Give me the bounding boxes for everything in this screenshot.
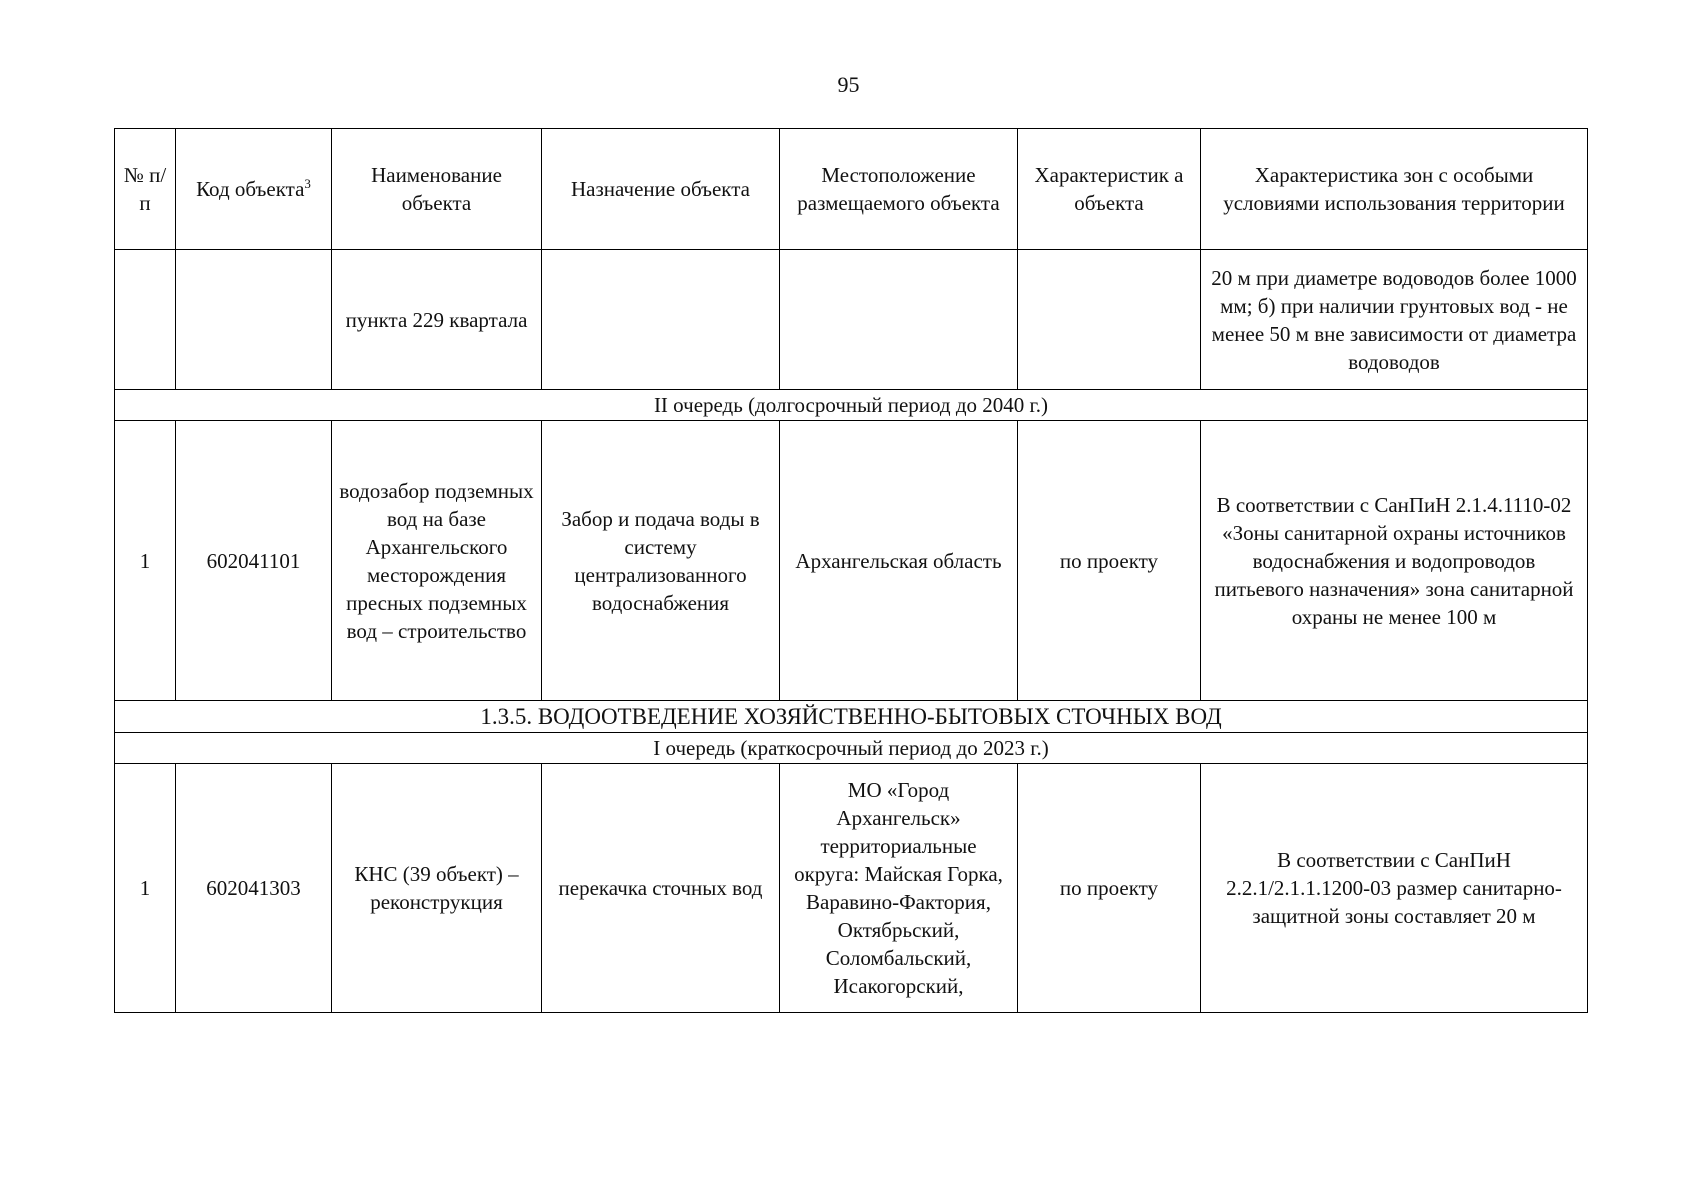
cell-code <box>176 250 332 390</box>
objects-table <box>114 128 1588 1013</box>
cell-zones: В соответствии с СанПиН 2.1.4.1110-02 «Зоны санитарной охраны источников водоснабжения и водопроводов питьевого назначения» зона санитарной охраны не менее 100 м <box>1201 421 1588 701</box>
stage-title-2040: II очередь (долгосрочный период до 2040 г.) <box>115 390 1588 421</box>
cell-purpose: перекачка сточных вод <box>542 764 780 1013</box>
cell-characteristic: по проекту <box>1018 764 1201 1013</box>
header-code-footnote: 3 <box>304 176 311 191</box>
header-name: Наименование объекта <box>332 129 542 250</box>
header-zones: Характеристика зон с особыми условиями использования территории <box>1201 129 1588 250</box>
stage-row-2040 <box>115 390 1588 421</box>
cell-zones: В соответствии с СанПиН 2.2.1/2.1.1.1200-03 размер санитарно-защитной зоны составляет 20 м <box>1201 764 1588 1013</box>
section-title-wastewater: 1.3.5. ВОДООТВЕДЕНИЕ ХОЗЯЙСТВЕННО-БЫТОВЫХ СТОЧНЫХ ВОД <box>115 701 1588 733</box>
header-num: № п/п <box>115 129 176 250</box>
stage-title-2023: I очередь (краткосрочный период до 2023 г.) <box>115 733 1588 764</box>
cell-location: Архангельская область <box>780 421 1018 701</box>
cell-name: пункта 229 квартала <box>332 250 542 390</box>
cell-zones: 20 м при диаметре водоводов более 1000 мм; б) при наличии грунтовых вод - не менее 50 м вне зависимости от диаметра водоводов <box>1201 250 1588 390</box>
cell-num <box>115 250 176 390</box>
cell-purpose: Забор и подача воды в систему централизованного водоснабжения <box>542 421 780 701</box>
header-code-label: Код объекта <box>196 177 305 201</box>
table-row-water-intake <box>115 421 1588 701</box>
cell-num: 1 <box>115 421 176 701</box>
cell-code: 602041101 <box>176 421 332 701</box>
cell-purpose <box>542 250 780 390</box>
section-row-wastewater <box>115 701 1588 733</box>
header-characteristic: Характеристик а объекта <box>1018 129 1201 250</box>
header-purpose: Назначение объекта <box>542 129 780 250</box>
table-header-row <box>115 129 1588 250</box>
cell-name: водозабор подземных вод на базе Архангельского месторождения пресных подземных вод – строительство <box>332 421 542 701</box>
table-row-kns <box>115 764 1588 1013</box>
cell-location <box>780 250 1018 390</box>
stage-row-2023 <box>115 733 1588 764</box>
cell-characteristic: по проекту <box>1018 421 1201 701</box>
cell-num: 1 <box>115 764 176 1013</box>
header-code <box>176 129 332 250</box>
table-row-continuation <box>115 250 1588 390</box>
header-location: Местоположение размещаемого объекта <box>780 129 1018 250</box>
cell-code: 602041303 <box>176 764 332 1013</box>
page-number: 95 <box>837 72 860 97</box>
cell-location: МО «Город Архангельск» территориальные округа: Майская Горка, Варавино-Фактория, Октябрьский, Соломбальский, Исакогорский, <box>780 764 1018 1013</box>
cell-characteristic <box>1018 250 1201 390</box>
cell-name: КНС (39 объект) –реконструкция <box>332 764 542 1013</box>
